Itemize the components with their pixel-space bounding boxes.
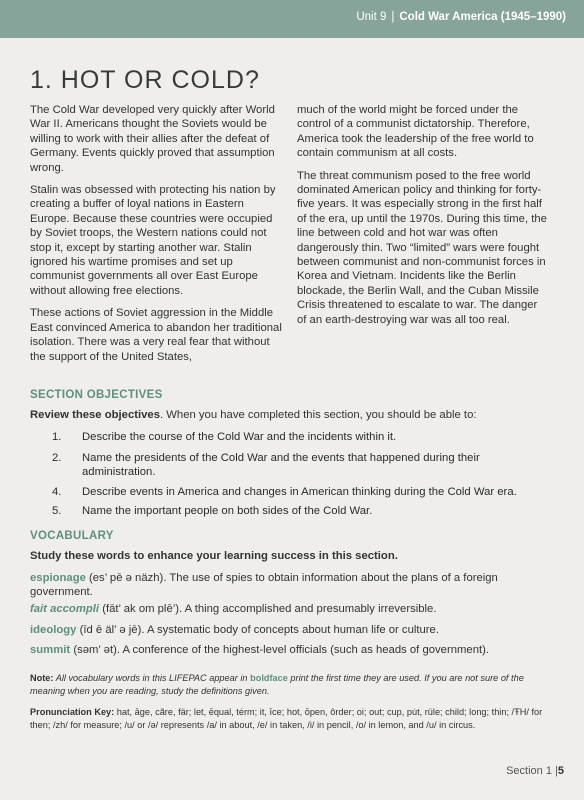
note-boldface: boldface xyxy=(250,673,288,683)
paragraph: Stalin was obsessed with protecting his nation by creating a buffer of loyal nations in Eastern Europe. Because these countries were occupied by Soviet troops, the Western nations could not stop it, except by starting another war. Stalin ignored his wartime promises and set up communist governments all over East Europe without allowing free elections. xyxy=(30,184,276,297)
note-text: All vocabulary words in this LIFEPAC appear in xyxy=(53,673,251,683)
header-bar xyxy=(0,0,584,38)
pronunciation-label: Pronunciation Key: xyxy=(30,707,115,717)
vocabulary-definition: (es’ pē ə näzh). The use of spies to obtain information about the plans of a foreign government. xyxy=(30,572,498,599)
objective-text: Name the important people on both sides of the Cold War. xyxy=(82,505,373,517)
objectives-intro-text: . When you have completed this section, you should be able to: xyxy=(159,409,477,421)
objectives-heading: SECTION OBJECTIVES xyxy=(30,389,163,401)
objective-number: 4. xyxy=(52,486,62,498)
vocabulary-term: ideology xyxy=(30,624,77,636)
vocabulary-heading: VOCABULARY xyxy=(30,530,114,542)
vocabulary-entry xyxy=(30,571,560,600)
paragraph: much of the world might be forced under the control of a communist dictatorship. Therefore, America took the leadership of the free world to contain communism at all costs. xyxy=(297,104,534,160)
page-number: 5 xyxy=(557,765,564,777)
vocabulary-entry xyxy=(30,602,560,616)
page-title: 1. HOT OR COLD? xyxy=(30,66,260,94)
vocabulary-definition: (fāt’ ak om plē’). A thing accomplished and presumably irreversible. xyxy=(99,603,437,615)
unit-title: Cold War America (1945–1990) xyxy=(399,11,566,23)
body-left-column xyxy=(30,103,282,372)
vocabulary-intro: Study these words to enhance your learning success in this section. xyxy=(30,550,398,562)
objective-text: Describe events in America and changes in American thinking during the Cold War era. xyxy=(82,486,517,498)
vocabulary-definition: (səm’ ət). A conference of the highest-level officials (such as heads of government). xyxy=(70,644,490,656)
page-footer xyxy=(506,765,564,777)
objective-text: Describe the course of the Cold War and the incidents within it. xyxy=(82,431,397,443)
note-text-cont: print the first time they are used. If you are not sure of the meaning when you are reading, study the definitions given. xyxy=(30,673,524,696)
vocabulary-term: fait accompli xyxy=(30,603,100,615)
objective-text: Name the presidents of the Cold War and the events that happened during their administration. xyxy=(82,452,480,479)
vocabulary-term: espionage xyxy=(30,572,86,584)
body-right-column xyxy=(297,103,549,335)
vocabulary-definition: (īd ē äl’ ə jē). A systematic body of concepts about human life or culture. xyxy=(76,624,439,636)
vocabulary-note xyxy=(30,672,560,697)
vocabulary-entry xyxy=(30,643,560,657)
objective-number: 5. xyxy=(52,505,62,517)
note-label: Note: xyxy=(30,673,54,683)
footer-section: Section 1 xyxy=(506,765,552,777)
objective-number: 1. xyxy=(52,431,62,443)
pronunciation-key xyxy=(30,706,565,731)
footer-separator: | xyxy=(555,765,558,777)
vocabulary-entry xyxy=(30,623,560,637)
unit-label: Unit 9 xyxy=(356,11,387,23)
objective-number: 2. xyxy=(52,452,62,464)
paragraph: The Cold War developed very quickly after World War II. Americans thought the Soviets would be willing to work with their allies after the defeat of Germany. Events quickly proved that assumption wrong. xyxy=(30,104,275,174)
vocabulary-term: summit xyxy=(30,644,71,656)
objectives-intro-bold: Review these objectives xyxy=(30,409,160,421)
header-separator: | xyxy=(391,11,395,23)
paragraph: These actions of Soviet aggression in the Middle East convinced America to abandon her traditional isolation. There was a very real fear that without the support of the United States, xyxy=(30,307,282,363)
header-text xyxy=(356,11,566,23)
paragraph: The threat communism posed to the free world dominated American policy and thinking for forty-five years. It was especially strong in the first half of the era, up until the 1970s. During this time, the line between cold and hot war was often dangerously thin. Two “limited” wars were fought between communist and non-communist forces in Korea and Vietnam. Incidents like the Berlin blockade, the Berlin Wall, and the Cuban Missile Crisis threatened to escalate to war. The danger of an earth-destroying war was all too real. xyxy=(297,169,547,326)
pronunciation-text: hat, āge, cãre, fär; let, ēqual, tėrm; it, īce; hot, ōpen, ôrder; oi; out; cup, pu̇t, rüle; child; long; thin; /ŦH/ for then; /zh/ for measure; /u/ or /ə/ represents /a/ in about, /e/ in taken, /i/ in pencil, /o/ in lemon, and /u/ in circus. xyxy=(30,707,543,730)
objectives-intro xyxy=(30,408,560,422)
